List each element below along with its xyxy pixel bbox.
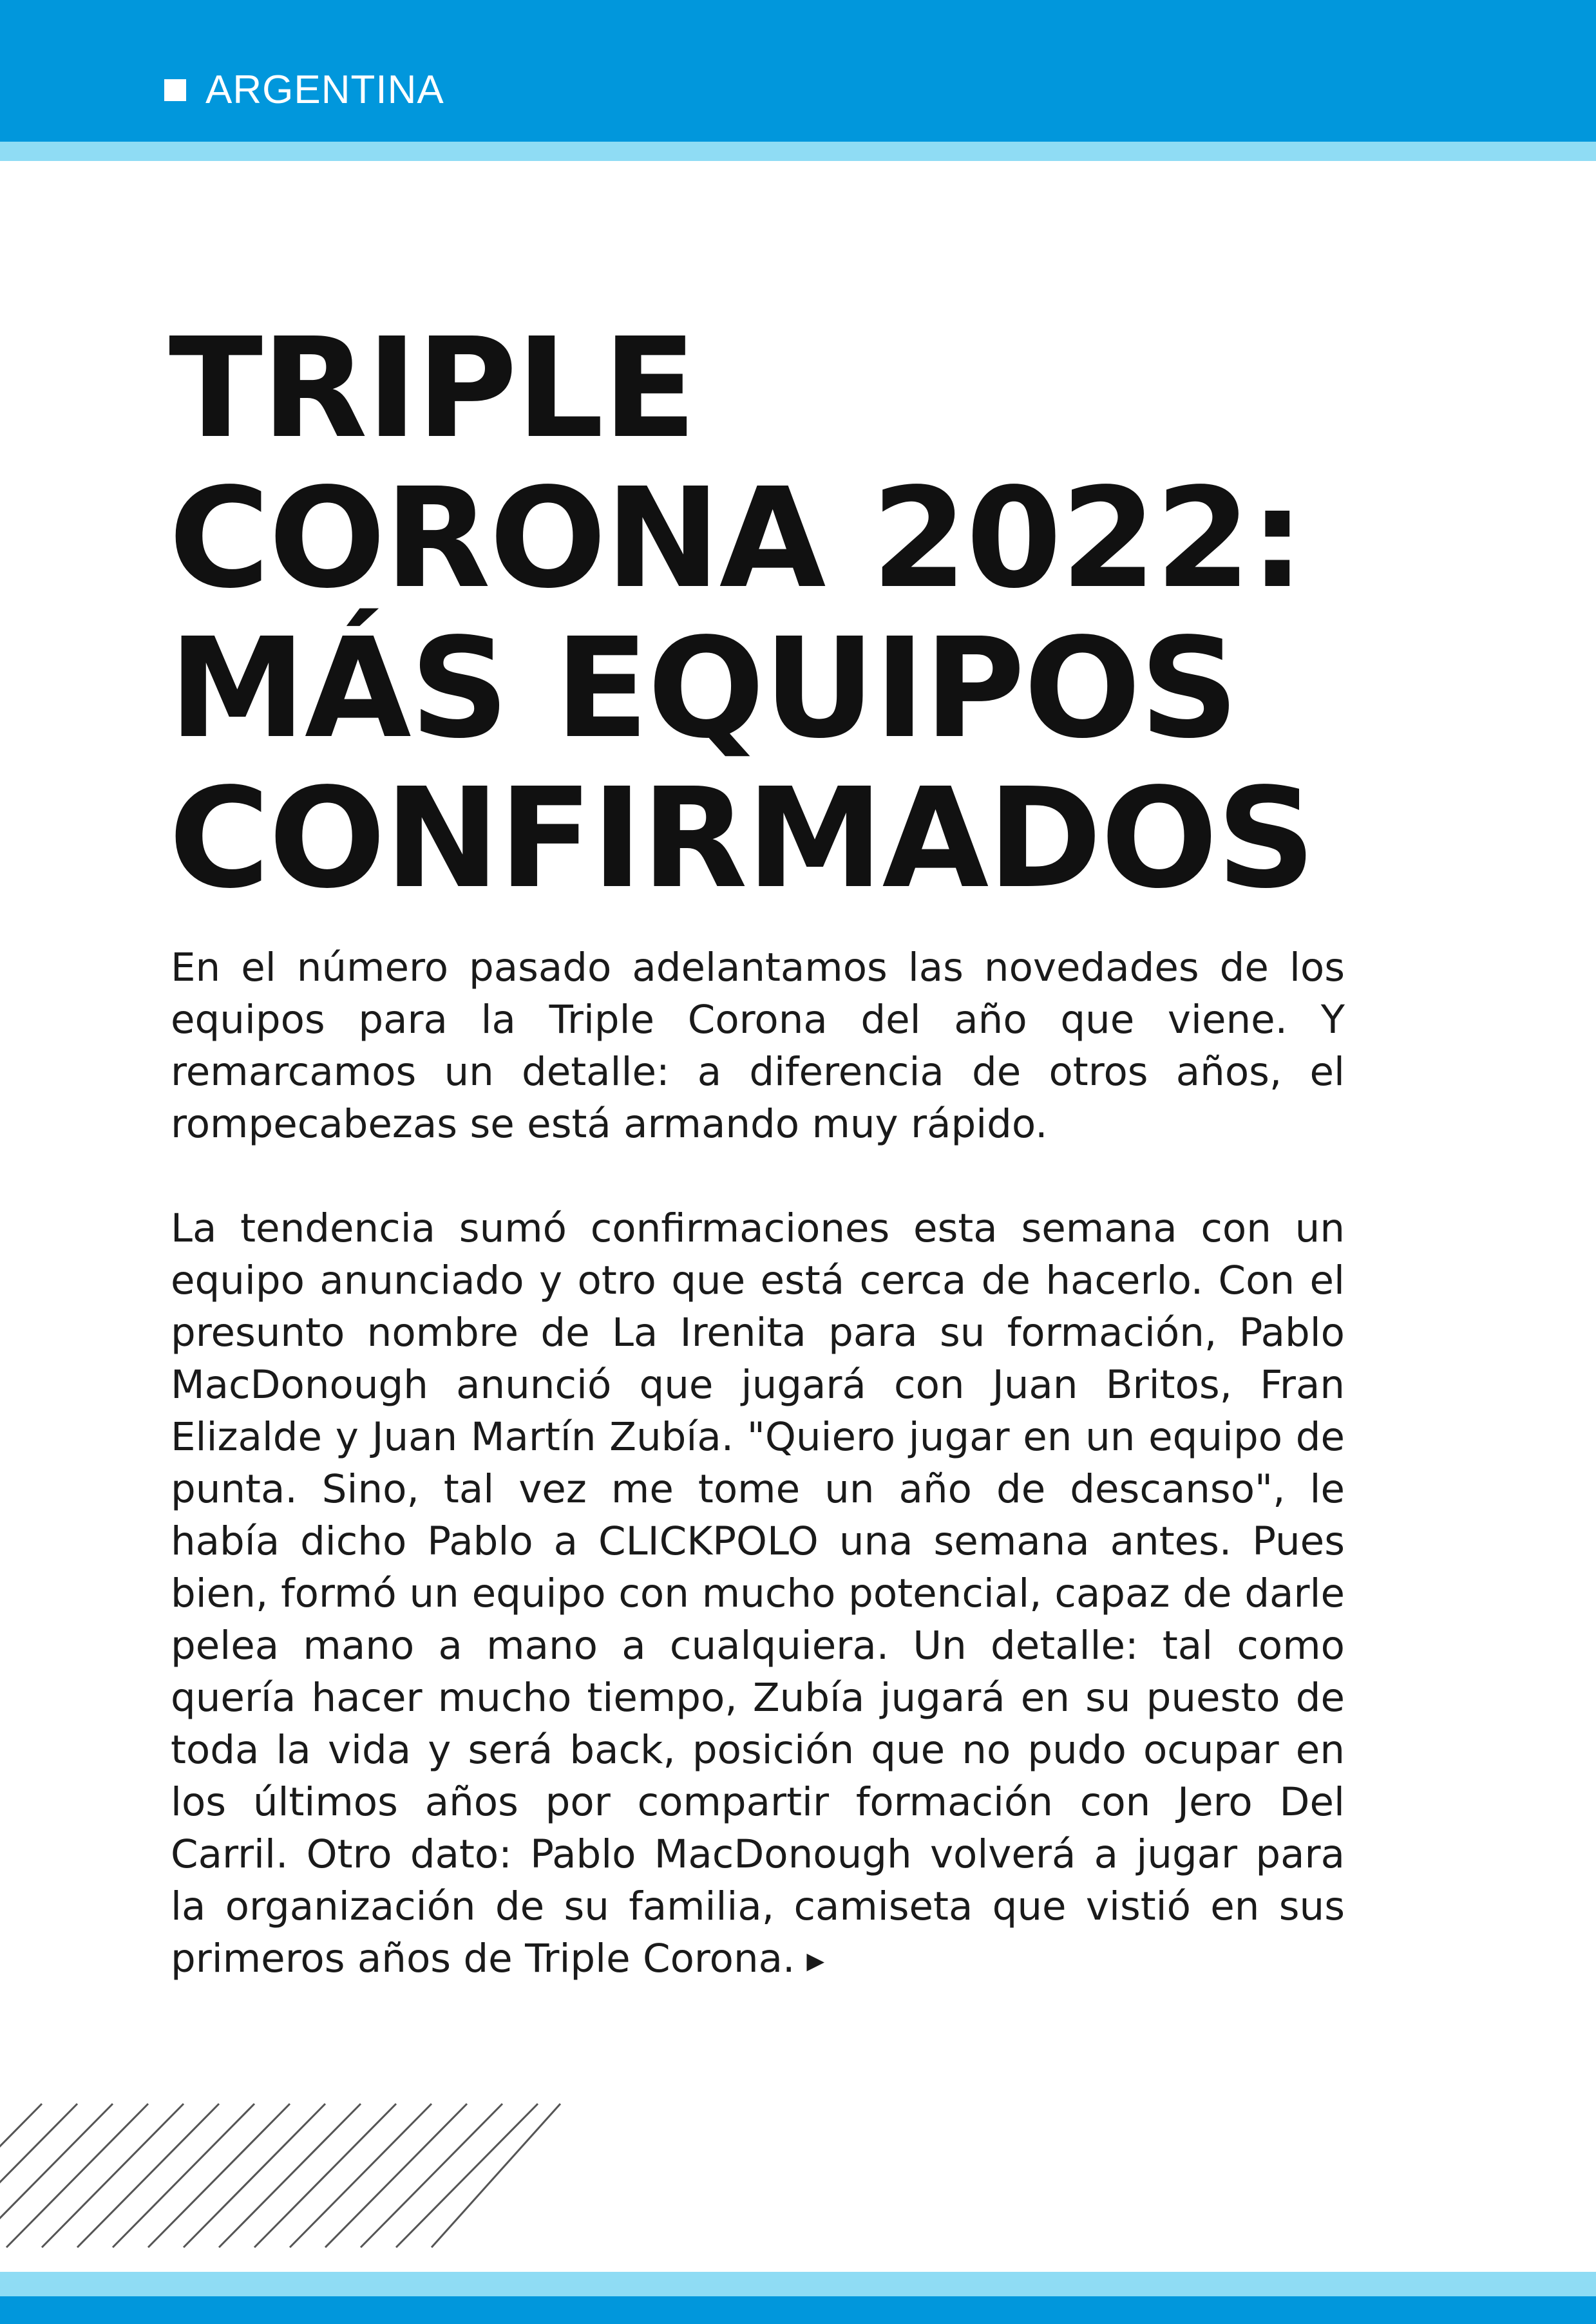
paragraph-main bbox=[171, 1202, 1345, 1987]
header-stripe bbox=[0, 142, 1596, 161]
paragraph-main-text: La tendencia sumó confirmaciones esta semana con un equipo anunciado y otro que está cerca de hacerlo. Con el presunto nombre de La Irenita para su formación, Pablo MacDonough anunció que jugará con Juan Britos, Fran Elizalde y Juan Martín Zubía. "Quiero jugar en un equipo de punta. Sino, tal vez me tome un año de descanso", le había dicho Pablo a CLICKPOLO una semana antes. Pues bien, formó un equipo con mucho potencial, capaz de darle pelea mano a mano a cualquiera. Un detalle: tal como quería hacer mucho tiempo, Zubía jugará en su puesto de toda la vida y será back, posición que no pudo ocupar en los últimos años por compartir formación con Jero Del Carril. Otro dato: Pablo MacDonough volverá a jugar para la organización de su familia, camiseta que vistió en sus primeros años de Triple Corona. bbox=[171, 1205, 1345, 1981]
article-body bbox=[171, 941, 1345, 1987]
diagonal-hatch-decoration bbox=[0, 2101, 567, 2249]
section-label bbox=[164, 68, 444, 113]
square-bullet-icon bbox=[164, 79, 186, 101]
title-line: CONFIRMADOS bbox=[169, 759, 1315, 919]
title-line: CORONA 2022: bbox=[169, 458, 1304, 619]
footer-band bbox=[0, 2296, 1596, 2324]
title-line: TRIPLE bbox=[169, 308, 696, 469]
paragraph-intro bbox=[171, 941, 1345, 1150]
footer-stripe bbox=[0, 2272, 1596, 2296]
paragraph-intro-text: En el número pasado adelantamos las novedades de los equipos para la Triple Corona del año que viene. Y remarcamos un detalle: a diferencia de otros años, el rompecabezas se está armando muy rápido. bbox=[171, 945, 1345, 1147]
section-name: ARGENTINA bbox=[205, 68, 444, 112]
end-of-article-icon: ▶ bbox=[806, 1947, 825, 1974]
title-line: MÁS EQUIPOS bbox=[169, 609, 1238, 769]
article-title bbox=[169, 308, 1392, 919]
